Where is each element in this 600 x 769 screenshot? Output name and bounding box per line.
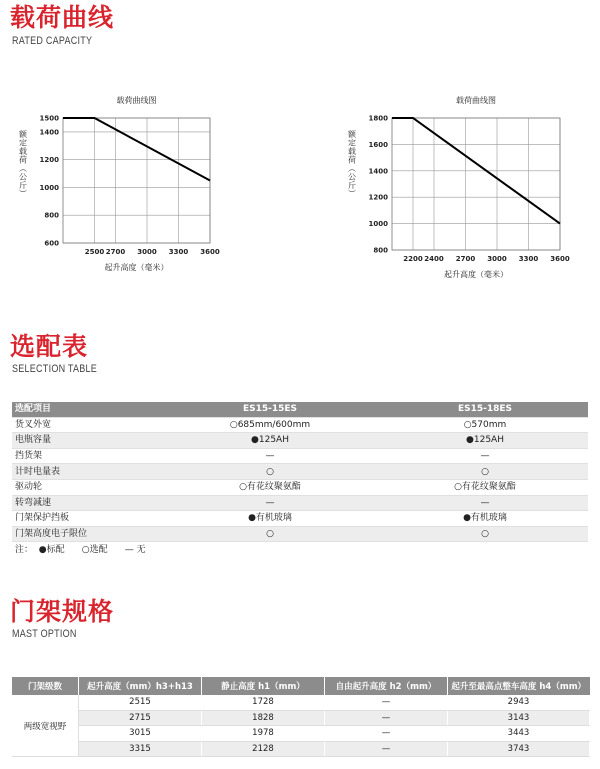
table-row	[12, 417, 588, 433]
table-row	[12, 741, 590, 757]
cell: ○	[158, 526, 382, 542]
y-tick-label: 1400	[39, 128, 59, 137]
table-row	[12, 511, 588, 527]
x-tick-label: 2700	[455, 255, 476, 263]
x-tick-label: 3300	[168, 248, 189, 256]
x-tick-label: 3600	[550, 255, 570, 263]
header-lowered-height: 静止高度 h1（mm）	[202, 677, 325, 695]
y-tick-label: 1400	[368, 167, 388, 176]
cell: —	[382, 495, 588, 511]
header-item: 选配项目	[12, 402, 158, 417]
cell: 1828	[202, 710, 325, 726]
cell: ○685mm/600mm	[158, 417, 382, 433]
cell: 3743	[448, 741, 590, 757]
section-title-capacity: 载荷曲线	[10, 3, 115, 32]
header-lift-height: 起升高度（mm）h3+h13	[79, 677, 202, 695]
row-label: 门架高度电子限位	[12, 526, 158, 542]
table-row	[12, 526, 588, 542]
section-subtitle-mast: MAST OPTION	[12, 628, 77, 640]
y-tick-label: 800	[44, 211, 59, 220]
cell: —	[325, 710, 448, 726]
mast-group-label: 两级宽视野	[12, 695, 79, 757]
cell: 3015	[79, 726, 202, 742]
y-tick-label: 1200	[368, 193, 388, 202]
y-axis-label: 额定载荷（公斤）	[347, 130, 357, 198]
cell: ○有花纹聚氨酯	[158, 479, 382, 495]
cell: ○	[382, 526, 588, 542]
legend-note: 注： ●标配 ○选配 — 无	[15, 544, 146, 555]
cell: 3315	[79, 741, 202, 757]
cell: 3443	[448, 726, 590, 742]
y-tick-label: 800	[373, 246, 388, 255]
row-label: 门架保护挡板	[12, 511, 158, 527]
chart-title: 载荷曲线图	[116, 96, 157, 105]
cell: ○570mm	[382, 417, 588, 433]
load-curve-line	[63, 118, 210, 181]
x-tick-label: 2700	[105, 248, 126, 256]
x-tick-label: 3000	[137, 248, 157, 256]
cell: ○	[382, 464, 588, 480]
y-tick-label: 1800	[368, 114, 388, 123]
y-tick-label: 1500	[39, 114, 59, 123]
selection-table-header	[12, 402, 588, 417]
cell: —	[325, 695, 448, 710]
mast-table	[12, 677, 590, 757]
header-mast-stage: 门架级数	[12, 677, 79, 695]
row-label: 挡货架	[12, 448, 158, 464]
x-axis-label: 起升高度（毫米）	[104, 263, 169, 272]
table-row	[12, 726, 590, 742]
table-row	[12, 464, 588, 480]
cell: ●有机玻璃	[382, 511, 588, 527]
cell: ●有机玻璃	[158, 511, 382, 527]
x-tick-label: 3000	[487, 255, 507, 263]
y-tick-label: 600	[44, 239, 59, 248]
row-label: 货叉外宽	[12, 417, 158, 433]
table-row	[12, 695, 590, 710]
header-model-15: ES15-15ES	[158, 402, 382, 417]
cell: 3143	[448, 710, 590, 726]
x-tick-label: 2200	[403, 255, 423, 263]
cell: 2715	[79, 710, 202, 726]
cell: 2128	[202, 741, 325, 757]
y-tick-label: 1000	[39, 183, 59, 192]
plot-frame	[392, 118, 560, 250]
table-row	[12, 479, 588, 495]
section-title-selection: 选配表	[10, 332, 89, 361]
y-tick-label: 1200	[39, 156, 59, 165]
table-row	[12, 710, 590, 726]
cell: ●125AH	[158, 433, 382, 449]
table-row	[12, 495, 588, 511]
load-curve-chart-1	[10, 88, 240, 288]
x-tick-label: 3600	[200, 248, 220, 256]
header-free-lift: 自由起升高度 h2（mm）	[325, 677, 448, 695]
y-tick-label: 1600	[368, 140, 388, 149]
cell: —	[158, 448, 382, 464]
x-axis-label: 起升高度（毫米）	[444, 270, 508, 279]
cell: 2943	[448, 695, 590, 710]
row-label: 电瓶容量	[12, 433, 158, 449]
selection-table	[12, 402, 588, 557]
section-subtitle-capacity: RATED CAPACITY	[12, 35, 93, 47]
cell: —	[382, 448, 588, 464]
table-row	[12, 433, 588, 449]
cell: —	[325, 741, 448, 757]
section-subtitle-selection: SELECTION TABLE	[12, 363, 98, 375]
legend-note-row	[12, 542, 588, 557]
row-label: 驱动轮	[12, 479, 158, 495]
cell: ○有花纹聚氨酯	[382, 479, 588, 495]
cell: —	[325, 726, 448, 742]
header-model-18: ES15-18ES	[382, 402, 588, 417]
cell: 1728	[202, 695, 325, 710]
load-curve-chart-2	[335, 88, 575, 288]
x-tick-label: 2500	[84, 248, 105, 256]
row-label: 转弯减速	[12, 495, 158, 511]
plot-frame	[63, 118, 210, 243]
section-title-mast: 门架规格	[10, 597, 115, 626]
x-tick-label: 3300	[518, 255, 539, 263]
y-tick-label: 1000	[368, 220, 388, 229]
table-row	[12, 448, 588, 464]
cell: ●125AH	[382, 433, 588, 449]
row-label: 计时电量表	[12, 464, 158, 480]
chart-title: 载荷曲线图	[456, 96, 496, 105]
cell: ○	[158, 464, 382, 480]
cell: 2515	[79, 695, 202, 710]
mast-table-header	[12, 677, 590, 695]
cell: —	[158, 495, 382, 511]
x-tick-label: 2400	[424, 255, 444, 263]
y-axis-label: 额定载荷（公斤）	[18, 130, 28, 198]
cell: 1978	[202, 726, 325, 742]
header-extended-height: 起升至最高点整车高度 h4（mm）	[448, 677, 590, 695]
